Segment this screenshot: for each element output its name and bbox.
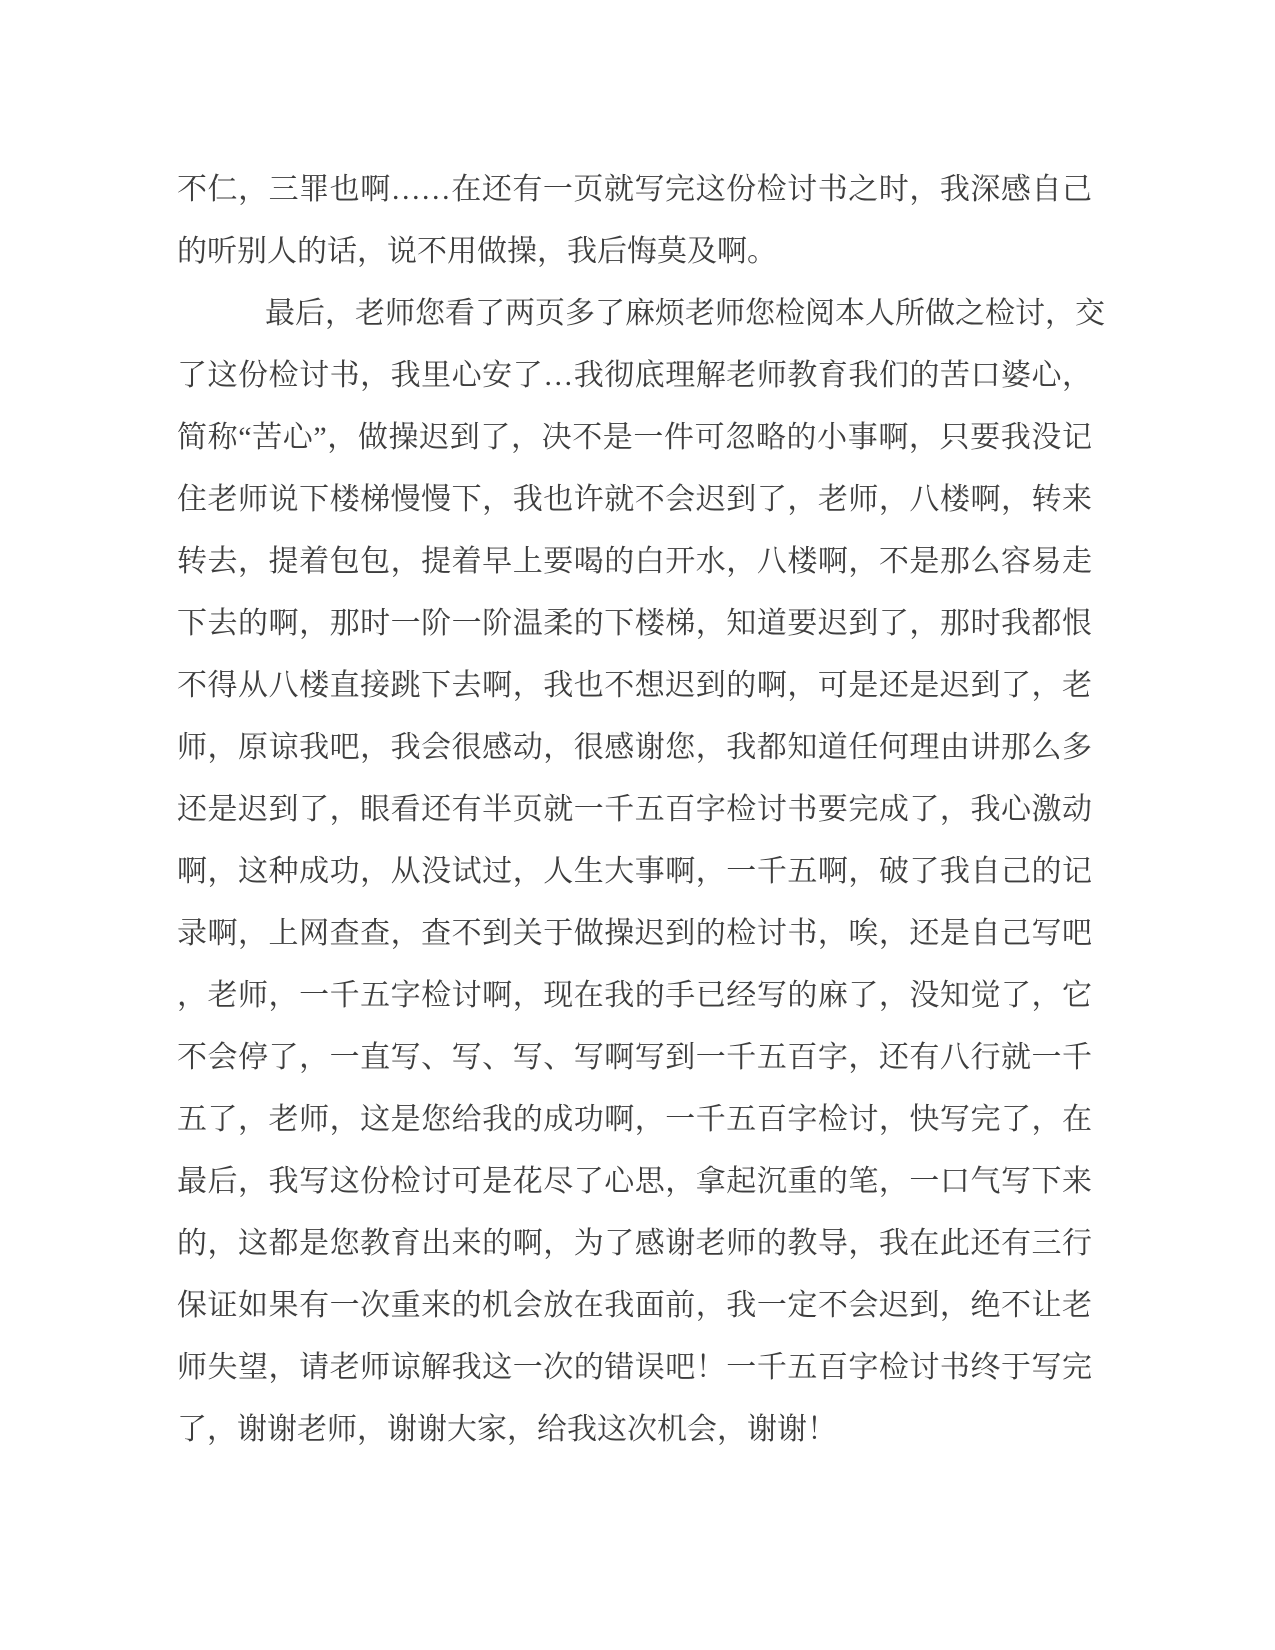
- paragraph: [177, 283, 1105, 1461]
- paragraph: [177, 159, 1092, 283]
- text-line: 最后，老师您看了两页多了麻烦老师您检阅本人所做之检讨，交: [265, 297, 1105, 330]
- text-line: 的，这都是您教育出来的啊，为了感谢老师的教导，我在此还有三行: [177, 1227, 1092, 1260]
- text-line: 了这份检讨书，我里心安了…我彻底理解老师教育我们的苦口婆心，: [177, 359, 1092, 392]
- text-line: 不仁，三罪也啊……在还有一页就写完这份检讨书之时，我深感自己: [177, 173, 1092, 206]
- text-line: 了，谢谢老师，谢谢大家，给我这次机会，谢谢！: [177, 1413, 837, 1446]
- text-line: 五了，老师，这是您给我的成功啊，一千五百字检讨，快写完了，在: [177, 1103, 1092, 1136]
- text-line: 住老师说下楼梯慢慢下，我也许就不会迟到了，老师，八楼啊，转来: [177, 483, 1092, 516]
- text-line: 师失望，请老师谅解我这一次的错误吧！一千五百字检讨书终于写完: [177, 1351, 1092, 1384]
- text-line: 简称“苦心”，做操迟到了，决不是一件可忽略的小事啊，只要我没记: [177, 421, 1092, 454]
- document-body: [177, 159, 1105, 1461]
- text-line: 录啊，上网查查，查不到关于做操迟到的检讨书，唉，还是自己写吧: [177, 917, 1092, 950]
- text-line: 转去，提着包包，提着早上要喝的白开水，八楼啊，不是那么容易走: [177, 545, 1092, 578]
- text-line: 不会停了，一直写、写、写、写啊写到一千五百字，还有八行就一千: [177, 1041, 1092, 1074]
- text-line: 不得从八楼直接跳下去啊，我也不想迟到的啊，可是还是迟到了，老: [177, 669, 1092, 702]
- text-line: 的听别人的话，说不用做操，我后悔莫及啊。: [177, 235, 777, 268]
- text-line: 下去的啊，那时一阶一阶温柔的下楼梯，知道要迟到了，那时我都恨: [177, 607, 1092, 640]
- text-line: 啊，这种成功，从没试过，人生大事啊，一千五啊，破了我自己的记: [177, 855, 1092, 888]
- text-line: 最后，我写这份检讨可是花尽了心思，拿起沉重的笔，一口气写下来: [177, 1165, 1092, 1198]
- text-line: ，老师，一千五字检讨啊，现在我的手已经写的麻了，没知觉了，它: [177, 979, 1092, 1012]
- text-line: 师，原谅我吧，我会很感动，很感谢您，我都知道任何理由讲那么多: [177, 731, 1092, 764]
- text-line: 保证如果有一次重来的机会放在我面前，我一定不会迟到，绝不让老: [177, 1289, 1092, 1322]
- text-line: 还是迟到了，眼看还有半页就一千五百字检讨书要完成了，我心激动: [177, 793, 1092, 826]
